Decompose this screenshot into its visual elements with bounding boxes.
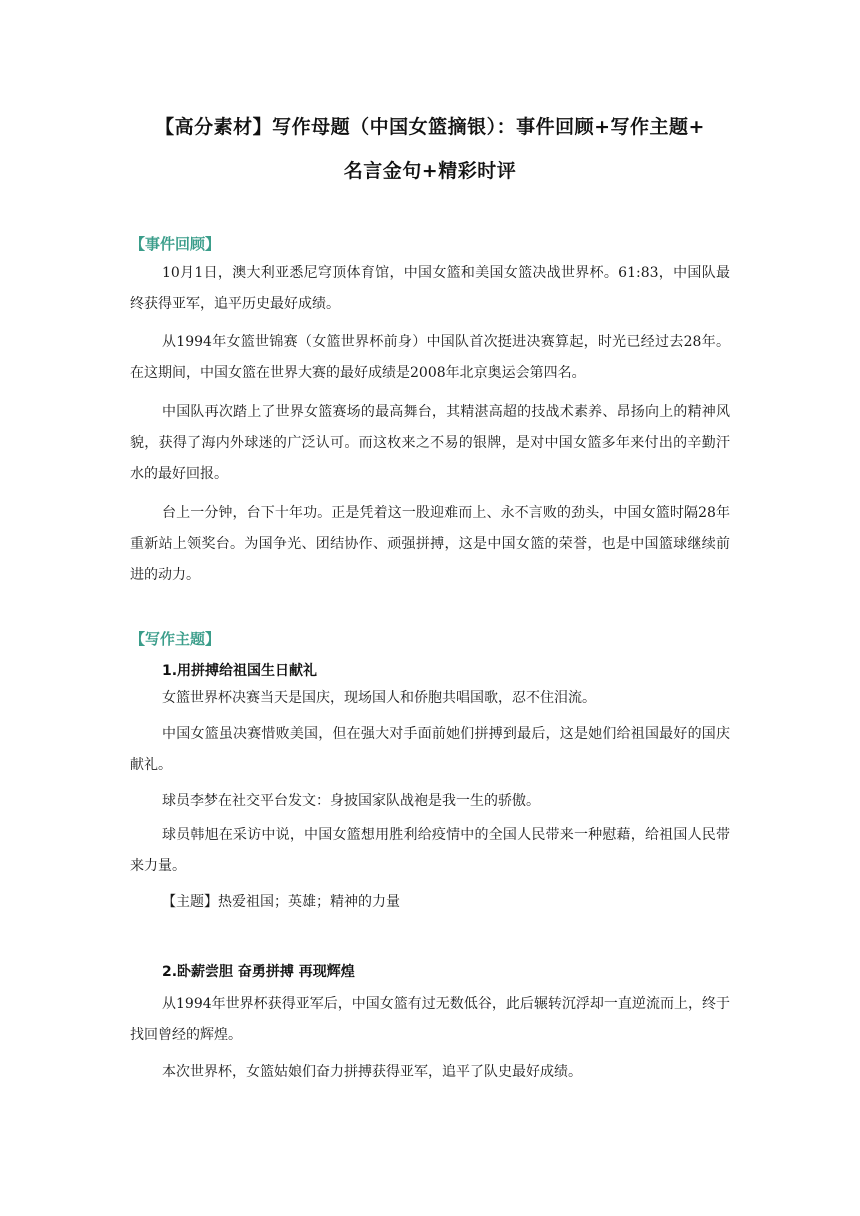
topic-1-paragraph-1: 女篮世界杯决赛当天是国庆，现场国人和侨胞共唱国歌，忍不住泪流。 (162, 690, 596, 706)
event-review-paragraph-3: 中国队再次踏上了世界女篮赛场的最高舞台，其精湛高超的技战术素养、昂扬向上的精神风貌，获得了海内外球迷的广泛认可。而这枚来之不易的银牌，是对中国女篮多年来付出的辛勤汗水的最好回报。 (130, 404, 730, 482)
section-heading-event-review: 【事件回顾】 (130, 235, 221, 253)
topic-2-paragraph-1: 从1994年世界杯获得亚军后，中国女篮有过无数低谷，此后辗转沉浮却一直逆流而上，终于找回曾经的辉煌。 (130, 996, 730, 1043)
event-review-paragraph-4: 台上一分钟，台下十年功。正是凭着这一股迎难而上、永不言败的劲头，中国女篮时隔28年重新站上领奖台。为国争光、团结协作、顽强拼搏，这是中国女篮的荣誉，也是中国篮球继续前进的动力。 (130, 505, 730, 583)
event-review-paragraph-1: 10月1日，澳大利亚悉尼穹顶体育馆，中国女篮和美国女篮决战世界杯。61:83，中国队最终获得亚军，追平历史最好成绩。 (130, 265, 730, 312)
section-heading-writing-topics: 【写作主题】 (130, 630, 221, 648)
topic-1-paragraph-4: 球员韩旭在采访中说，中国女篮想用胜利给疫情中的全国人民带来一种慰藉，给祖国人民带来力量。 (130, 827, 730, 874)
document-title-line-1: 【高分素材】写作母题（中国女篮摘银）：事件回顾+写作主题+ (155, 116, 705, 138)
event-review-paragraph-2: 从1994年女篮世锦赛（女篮世界杯前身）中国队首次挺进决赛算起，时光已经过去28年。在这期间，中国女篮在世界大赛的最好成绩是2008年北京奥运会第四名。 (130, 334, 730, 381)
topic-1-paragraph-2: 中国女篮虽决赛惜败美国，但在强大对手面前她们拼搏到最后，这是她们给祖国最好的国庆献礼。 (130, 726, 730, 773)
topic-2-paragraph-2: 本次世界杯，女篮姑娘们奋力拼搏获得亚军，追平了队史最好成绩。 (162, 1064, 582, 1080)
topic-1-paragraph-3: 球员李梦在社交平台发文：身披国家队战袍是我一生的骄傲。 (162, 793, 540, 809)
document-title-line-2: 名言金句+精彩时评 (343, 160, 517, 182)
topic-1-title: 1.用拼搏给祖国生日献礼 (162, 663, 318, 679)
topic-2-title: 2.卧薪尝胆 奋勇拼搏 再现辉煌 (162, 964, 355, 980)
topic-1-theme: 【主题】热爱祖国；英雄；精神的力量 (162, 894, 400, 910)
